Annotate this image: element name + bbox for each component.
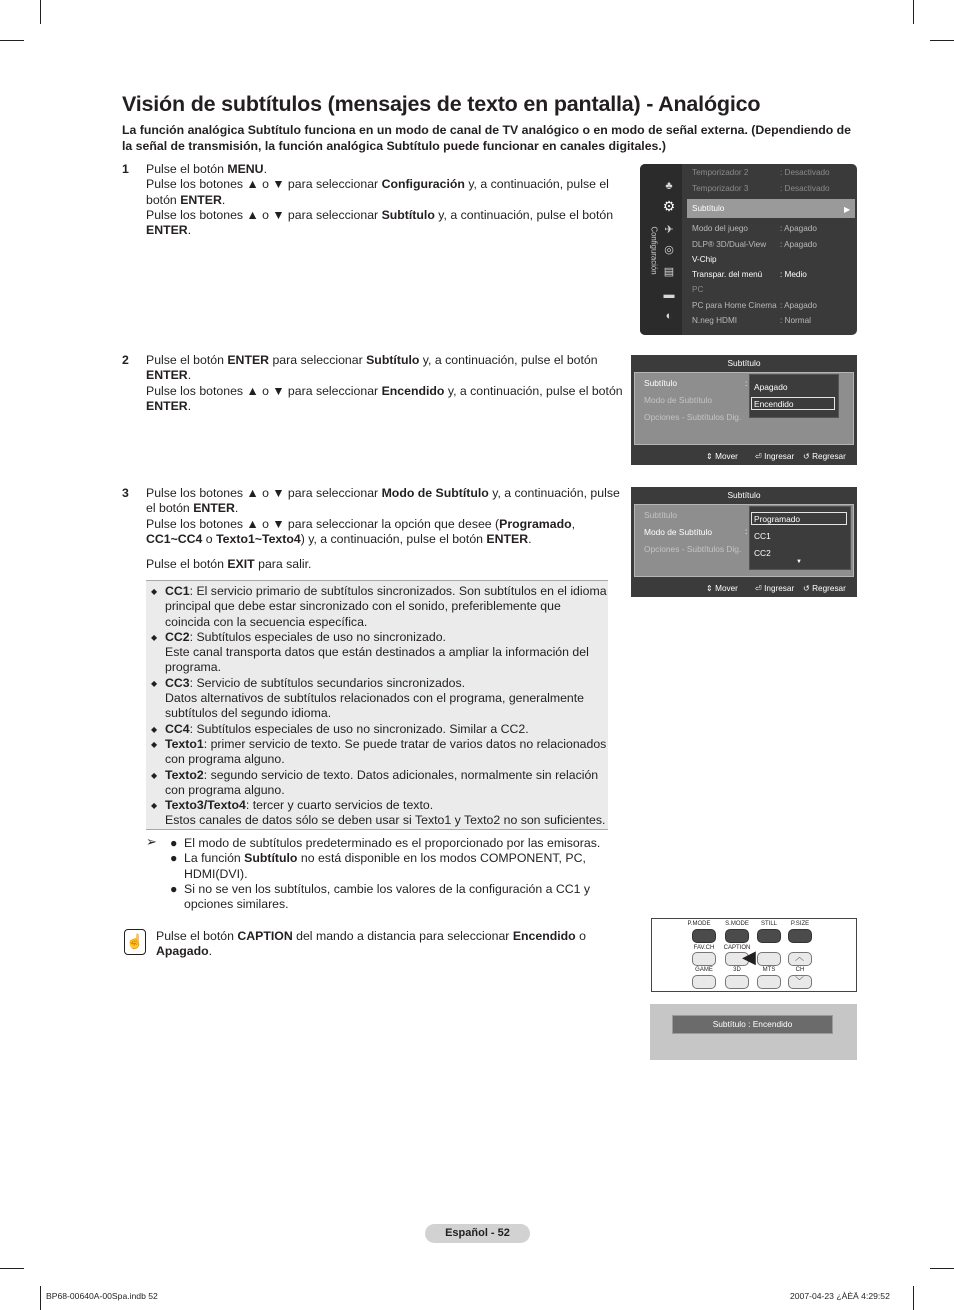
intro-text: La función analógica Subtítulo funciona en un modo de canal de TV analógico o en modo de señal externa. (Dependiendo de la señal de transmisión, la función analógica Subtítulo puede funcionar en canales digitales.) [122, 123, 852, 153]
osd-colon: : [745, 378, 748, 388]
osd-item[interactable]: Subtítulo [644, 378, 678, 388]
dropdown-option[interactable]: Encendido [754, 399, 794, 409]
osd-item[interactable]: Modo de Subtítulo [644, 395, 712, 405]
crop-mark [930, 1268, 954, 1269]
dropdown-option[interactable]: CC2 [754, 548, 771, 558]
footer-timestamp: 2007-04-23 ¿ÀÈÄ 4:29:52 [790, 1291, 890, 1301]
remote-hand-icon: ☝ [124, 929, 146, 955]
osd-item[interactable]: Opciones - Subtítulos Dig. [644, 412, 742, 422]
dropdown-option[interactable]: Programado [754, 514, 801, 524]
remote-label: MTS [762, 967, 776, 973]
chevron-down-icon: ﹀ [795, 976, 805, 986]
note-item: ◆ CC1: El servicio primario de subtítulos sincronizados. Son subtítulos en el idioma principal que debe estar sincronizado con el sonido, preferiblemente que coincida con la secuencia específica. [151, 584, 607, 629]
menu-row[interactable]: PC para Home Cinema : Apagado [692, 301, 817, 310]
button[interactable] [757, 952, 781, 966]
game-button[interactable] [692, 975, 716, 989]
tip-item: ● El modo de subtítulos predeterminado es el proporcionado por las emisoras. [170, 836, 601, 850]
crop-mark [0, 1268, 24, 1269]
step-1-text: Pulse el botón MENU. Pulse los botones ▲ o ▼ para seleccionar Configuración y, a continuación, pulse el botón ENTER. Pulse los botones ▲ o ▼ para seleccionar Subtítulo y, a continuación, pulse el botón ENTER. [146, 162, 614, 238]
caption-tip-text: Pulse el botón CAPTION del mando a distancia para seleccionar Encendido o Apagado. [156, 929, 586, 959]
channel-icon: ◎ [664, 244, 674, 256]
osd-item[interactable]: Opciones - Subtítulos Dig. [644, 544, 742, 554]
note-item: ◆ Texto3/Texto4: tercer y cuarto servicios de texto. Estos canales de datos sólo se deben usar si Texto1 y Texto2 no son suficientes. [151, 798, 606, 828]
page-title: Visión de subtítulos (mensajes de texto en pantalla) - Analógico [122, 92, 761, 116]
sound-icon: ✈ [664, 224, 674, 236]
remote-label: GAME [695, 967, 713, 973]
crop-mark [0, 40, 24, 41]
osd-header: Subtítulo [727, 490, 761, 500]
remote-label: P.SIZE [790, 921, 810, 927]
step-number: 3 [122, 486, 129, 500]
step-number: 1 [122, 162, 129, 176]
dropdown-option[interactable]: CC1 [754, 531, 771, 541]
page-number-label: Español - 52 [425, 1224, 530, 1243]
osd-header: Subtítulo [727, 358, 761, 368]
osd-panel [634, 372, 854, 445]
crop-mark [930, 40, 954, 41]
osd-colon: : [745, 526, 748, 536]
crop-mark [40, 0, 41, 24]
menu-row-selected[interactable]: Subtítulo ▶ [692, 204, 851, 214]
note-arrow-icon: ➢ [146, 834, 157, 849]
footer-return: ↺ Regresar [803, 584, 846, 593]
psize-button[interactable] [788, 929, 812, 943]
note-item: ◆ CC2: Subtítulos especiales de uso no sincronizado. Este canal transporta datos que están destinados a ampliar la información del programa. [151, 629, 589, 675]
menu-row[interactable]: Modo del juego : Apagado [692, 224, 817, 233]
mts-button[interactable] [757, 975, 781, 989]
pointer-arrow-icon: ◀ [742, 947, 756, 967]
crop-mark [40, 1286, 41, 1310]
footer-enter: ⏎ Ingresar [755, 452, 795, 461]
note-item: ◆ Texto2: segundo servicio de texto. Datos adicionales, normalmente sin relación con programa alguno. [151, 767, 599, 797]
remote-label: P.MODE [687, 921, 711, 927]
still-button[interactable] [757, 929, 781, 943]
footer-move: ⇕ Mover [706, 452, 738, 461]
scroll-down-icon: ▼ [796, 559, 802, 565]
smode-button[interactable] [725, 929, 749, 943]
footer-return: ↺ Regresar [803, 452, 846, 461]
picture-icon: ♣ [665, 180, 673, 192]
caption-mode-screenshot [631, 487, 857, 597]
osd-dropdown [749, 374, 839, 418]
menu-row[interactable]: N.neg HDMI : Normal [692, 316, 811, 325]
setup-gear-icon: ⚙ [662, 198, 676, 214]
crop-mark [913, 0, 914, 24]
remote-control-illustration [651, 918, 857, 992]
tip-item: ● La función Subtítulo no está disponible en los modos COMPONENT, PC, HDMI(DVI). [170, 851, 586, 881]
caption-menu-screenshot [631, 355, 857, 465]
note-item: ◆ CC4: Subtítulos especiales de uso no sincronizado. Similar a CC2. [151, 721, 529, 736]
chevron-up-icon: ︿ [795, 952, 805, 962]
footer-move: ⇕ Mover [706, 584, 738, 593]
footer-enter: ⏎ Ingresar [755, 584, 795, 593]
caption-modes-notes [146, 580, 608, 830]
remote-label: CAPTION [723, 945, 751, 951]
osd-dropdown [749, 506, 851, 570]
menu-row[interactable]: V-Chip [692, 255, 717, 264]
menu-row[interactable]: Temporizador 2 : Desactivado [692, 168, 830, 177]
pmode-button[interactable] [692, 929, 716, 943]
note-item: ◆ CC3: Servicio de subtítulos secundarios sincronizados. Datos alternativos de subtítulos relacionados con el programa, generalmente subtítulos del segundo idioma. [151, 675, 585, 721]
osd-panel [634, 504, 854, 577]
step-3-text: Pulse los botones ▲ o ▼ para seleccionar Modo de Subtítulo y, a continuación, pulse el botón ENTER. Pulse los botones ▲ o ▼ para seleccionar la opción que desee (Programado, CC1~CC4 o Texto1~Texto4) y, a continuación, pulse el botón ENTER. Pulse el botón EXIT para salir. [146, 486, 620, 572]
favch-button[interactable] [692, 952, 716, 966]
osd-item[interactable]: Modo de Subtítulo [644, 527, 712, 537]
menu-row[interactable]: DLP® 3D/Dual-View : Apagado [692, 240, 817, 249]
3d-button[interactable] [725, 975, 749, 989]
tip-item: ● Si no se ven los subtítulos, cambie los valores de la configuración a CC1 y opciones similares. [170, 881, 591, 912]
step-number: 2 [122, 353, 129, 367]
menu-side-label: Configuración [649, 226, 659, 275]
input-icon: ▤ [663, 266, 675, 278]
remote-label: S.MODE [725, 921, 749, 927]
setup-menu-screenshot [640, 164, 857, 335]
menu-row[interactable]: Transpar. del menú : Medio [692, 270, 807, 279]
remote-label: FAV.CH [693, 945, 715, 951]
support-icon: ◐ [665, 310, 673, 322]
menu-row[interactable]: PC [692, 285, 704, 294]
caption-status: Subtítulo : Encendido [672, 1015, 833, 1034]
footer-file-info: BP68-00640A-00Spa.indb 52 [46, 1291, 158, 1301]
step-2-text: Pulse el botón ENTER para seleccionar Subtítulo y, a continuación, pulse el botón ENTER. Pulse los botones ▲ o ▼ para seleccionar Encendido y, a continuación, pulse el botón ENTER. [146, 353, 623, 413]
remote-label: 3D [733, 967, 741, 973]
remote-label: STILL [760, 921, 777, 927]
caption-display-screenshot [650, 1004, 857, 1060]
note-item: ◆ Texto1: primer servicio de texto. Se puede tratar de varios datos no relacionados con programa alguno. [151, 736, 607, 767]
menu-row[interactable]: Temporizador 3 : Desactivado [692, 184, 830, 193]
osd-item[interactable]: Subtítulo [644, 510, 678, 520]
remote-label: CH [795, 967, 805, 973]
tips-list [146, 836, 606, 912]
application-icon: ▬ [663, 289, 675, 301]
crop-mark [913, 1286, 914, 1310]
dropdown-option[interactable]: Apagado [754, 382, 788, 392]
